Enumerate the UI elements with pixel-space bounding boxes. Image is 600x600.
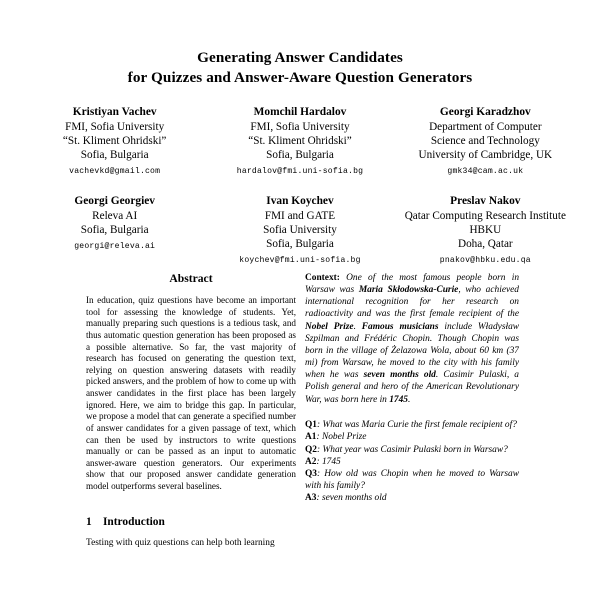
author-email[interactable]: georgi@releva.ai — [74, 242, 156, 252]
author-affiliation-line: Science and Technology — [430, 134, 540, 147]
section-number: 1 — [86, 515, 92, 528]
question-line — [305, 419, 519, 431]
answer-colon: : — [316, 493, 322, 504]
author-name: Georgi Karadzhov — [439, 106, 531, 118]
author-koychev — [207, 194, 392, 266]
answer-text: Nobel Prize — [321, 432, 367, 443]
author-block — [0, 105, 600, 266]
author-affiliation-line: HBKU — [469, 223, 502, 236]
context-text: One of the most famous people born in Warsaw was Maria Skłodowska-Curie, who achieved international recognition for her research on radioactivity and was the first female recipient of the Nobel Prize. Famous musicians include Władysław Szpilman and Frédéric Chopin. Though Chopin was born in the village of Żelazowa Wola, about 60 km (37 mi) from Warsaw, he moved to the city with his family when he was seven months old. Casimir Pulaski, a Polish general and hero of the American Revolutionary War, was born here in 1745. — [305, 273, 519, 405]
author-row-2 — [22, 194, 578, 266]
author-hardalov — [207, 105, 392, 177]
author-affiliation-line: Sofia, Bulgaria — [266, 238, 334, 251]
author-email[interactable]: vachevkd@gmail.com — [69, 167, 161, 177]
author-nakov — [393, 194, 578, 266]
answer-line — [305, 492, 519, 504]
author-name: Preslav Nakov — [450, 195, 521, 208]
page-title — [0, 0, 600, 88]
author-email[interactable]: gmk34@cam.ac.uk — [447, 167, 524, 177]
answer-text: seven months old — [321, 493, 387, 504]
context-label: Context: — [305, 273, 340, 283]
title-line-1: Generating Answer Candidates — [197, 49, 403, 66]
author-email[interactable]: koychev@fmi.uni-sofia.bg — [239, 256, 361, 266]
question-colon: : — [316, 444, 323, 455]
question-text: What was Maria Curie the first female recipient of? — [322, 420, 517, 431]
author-affiliation-line: Doha, Qatar — [457, 238, 513, 251]
author-affiliation-line: “St. Kliment Ohridski” — [62, 134, 167, 147]
title-line-2: for Quizzes and Answer-Aware Question Generators — [127, 69, 473, 86]
context-paragraph — [305, 272, 519, 406]
question-line — [305, 468, 519, 492]
question-colon: : — [316, 468, 325, 479]
answer-label: A3 — [305, 493, 317, 504]
author-affiliation-line: Qatar Computing Research Institute — [404, 209, 566, 222]
author-affiliation-line: Releva AI — [92, 209, 138, 222]
author-affiliation-line: “St. Kliment Ohridski” — [248, 134, 352, 147]
introduction-text: Testing with quiz questions can help both learning — [86, 537, 275, 548]
question-label: Q3 — [305, 468, 317, 479]
author-georgiev — [22, 194, 207, 266]
qa-list — [305, 419, 519, 504]
author-name: Kristiyan Vachev — [72, 106, 157, 118]
author-affiliation-line: Sofia University — [263, 223, 337, 236]
author-affiliation-line: FMI and GATE — [264, 209, 336, 222]
question-colon: : — [316, 420, 323, 431]
answer-text: 1745 — [321, 456, 341, 467]
question-text: What year was Casimir Pulaski born in Warsaw? — [322, 444, 508, 455]
answer-colon: : — [316, 456, 322, 467]
author-email[interactable]: pnakov@hbku.edu.qa — [439, 256, 531, 266]
author-vachev — [22, 105, 207, 177]
author-name: Ivan Koychev — [266, 195, 334, 208]
section-heading-introduction — [86, 515, 296, 529]
qa-pair-3 — [305, 468, 519, 504]
abstract-text: In education, quiz questions have become an important tool for assessing the knowledge of students. Yet, manually preparing such questions is a tedious task, and thus automatic question generation has been proposed as a possible alternative. So far, the vast majority of research has focused on generating the question text, relying on question answering datasets with readily picked answers, and the problem of how to come up with answer candidates in the first place has been largely ignored. Here, we aim to bridge this gap. In particular, we propose a model that can generate a specified number of answer candidates for a given passage of text, which can then be used by instructors to write questions manually or can be passed as an input to automatic answer-aware question generators. Our experiments show that our proposed answer candidate generation model outperforms several baselines. — [86, 295, 296, 491]
answer-colon: : — [316, 432, 322, 443]
question-label: Q2 — [305, 444, 317, 455]
question-line — [305, 444, 519, 456]
question-label: Q1 — [305, 420, 317, 431]
qa-pair-1 — [305, 419, 519, 443]
section-title: Introduction — [103, 515, 165, 528]
answer-label: A1 — [305, 432, 317, 443]
abstract-heading: Abstract — [169, 272, 213, 285]
author-affiliation-line: Department of Computer — [429, 120, 542, 133]
answer-line — [305, 431, 519, 443]
author-affiliation-line: Sofia, Bulgaria — [80, 148, 149, 161]
author-affiliation-line: Sofia, Bulgaria — [266, 148, 334, 161]
qa-pair-2 — [305, 444, 519, 468]
right-column — [305, 272, 519, 600]
author-email[interactable]: hardalov@fmi.uni-sofia.bg — [236, 167, 364, 177]
answer-line — [305, 456, 519, 468]
author-row-1 — [22, 105, 578, 177]
author-affiliation-line: FMI, Sofia University — [65, 120, 165, 133]
answer-label: A2 — [305, 456, 317, 467]
author-affiliation-line: University of Cambridge, UK — [418, 148, 553, 161]
author-name: Momchil Hardalov — [253, 106, 347, 118]
body-columns — [0, 272, 600, 600]
question-text: How old was Chopin when he moved to Warsaw with his family? — [305, 468, 519, 491]
author-karadzhov — [393, 105, 578, 177]
author-affiliation-line: FMI, Sofia University — [250, 120, 350, 133]
left-column — [86, 272, 296, 600]
author-name: Georgi Georgiev — [74, 195, 155, 208]
author-affiliation-line: Sofia, Bulgaria — [80, 223, 149, 236]
